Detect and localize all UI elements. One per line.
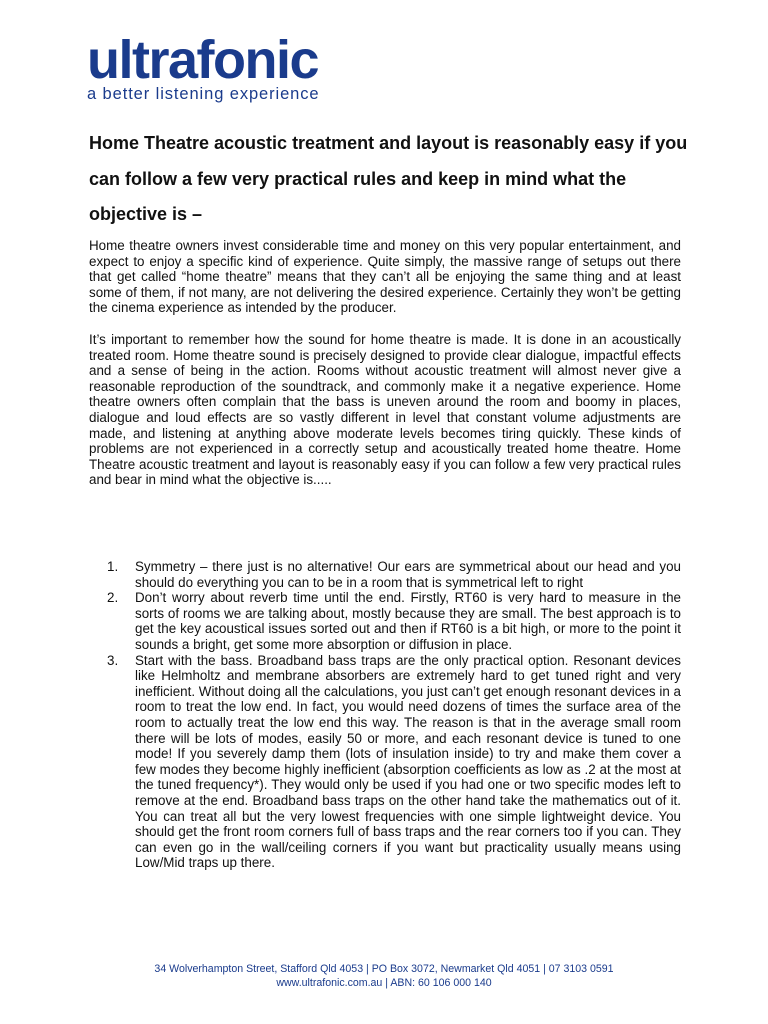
document-heading: Home Theatre acoustic treatment and layout is reasonably easy if you can follow a few very practical rules and keep in mind what the objective is – bbox=[89, 133, 688, 224]
intro-paragraph: Home theatre owners invest considerable time and money on this very popular entertainment, and expect to enjoy a specific kind of experience. Quite simply, the massive range of setups out there that get called “home theatre” means that they can’t all be enjoying the same thing and at least some of them, if not many, are not delivering the desired experience. Certainly they won’t be getting the cinema experience as intended by the producer. bbox=[89, 238, 681, 316]
document-body bbox=[89, 238, 681, 504]
rule-item-reverb bbox=[107, 590, 681, 652]
sound-paragraph: It’s important to remember how the sound for home theatre is made. It is done in an acoustically treated room. Home theatre sound is precisely designed to provide clear dialogue, impactful effects and a sense of being in the action. Rooms without acoustic treatment will almost never give a reasonable reproduction of the soundtrack, and commonly make it a negative experience. Home theatre owners often complain that the bass is uneven around the room and boomy in places, dialogue and loud effects are so vastly different in level that constant volume adjustments are made, and listening at anything above moderate levels becomes tiring quickly. These kinds of problems are not experienced in a correctly setup and acoustically treated home theatre. Home Theatre acoustic treatment and layout is reasonably easy if you can follow a few very practical rules and bear in mind what the objective is..... bbox=[89, 331, 681, 488]
footer-web-abn: www.ultrafonic.com.au | ABN: 60 106 000 140 bbox=[276, 977, 492, 989]
ultrafonic-logo bbox=[87, 32, 387, 103]
rule-number: 3. bbox=[107, 652, 119, 668]
footer-address: 34 Wolverhampton Street, Stafford Qld 4053 | PO Box 3072, Newmarket Qld 4051 | 07 3103 0591 bbox=[154, 963, 614, 975]
rule-text: Symmetry – there just is no alternative! Our ears are symmetrical about our head and you should do everything you can to be in a room that is symmetrical left to right bbox=[135, 559, 681, 590]
rule-number: 2. bbox=[107, 590, 119, 606]
rules-list bbox=[107, 559, 681, 871]
rule-text: Don’t worry about reverb time until the end. Firstly, RT60 is very hard to measure in the sorts of rooms we are talking about, mostly because they are small. The best approach is to get the key acoustical issues sorted out and then if RT60 is a bit high, or more to the point it sounds a bright, get some more absorption or diffusion in place. bbox=[135, 590, 681, 652]
rule-item-symmetry bbox=[107, 559, 681, 590]
logo-wordmark: ultrafonic bbox=[87, 30, 319, 90]
rule-text: Start with the bass. Broadband bass traps are the only practical option. Resonant devices like Helmholtz and membrane absorbers are extremely hard to get tuned right and very inefficient. Without doing all the calculations, you just can’t get enough resonant devices in a room to treat the low end. In fact, you would need dozens of times the surface area of the room to actually treat the low end this way. The reason is that in the average small room there will be lots of modes, easily 50 or more, and each resonant device is tuned to one mode! If you severely damp them (lots of insulation inside) to try and make them cover a few modes they become highly inefficient (absorption coefficients as low as .2 at the most at the tuned frequency*). They would only be used if you had one or two specific modes left to remove at the end. Broadband bass traps on the other hand take the mathematics out of it. You can treat all but the very lowest frequencies with one simple lightweight device. You should get the front room corners full of bass traps and the rear corners too if you can. They can even go in the wall/ceiling corners if you want but practicality usually means using Low/Mid traps up there. bbox=[135, 652, 681, 871]
page-footer bbox=[0, 962, 768, 990]
logo-tagline: a better listening experience bbox=[87, 85, 320, 103]
rule-item-bass bbox=[107, 653, 681, 871]
rule-number: 1. bbox=[107, 559, 119, 574]
